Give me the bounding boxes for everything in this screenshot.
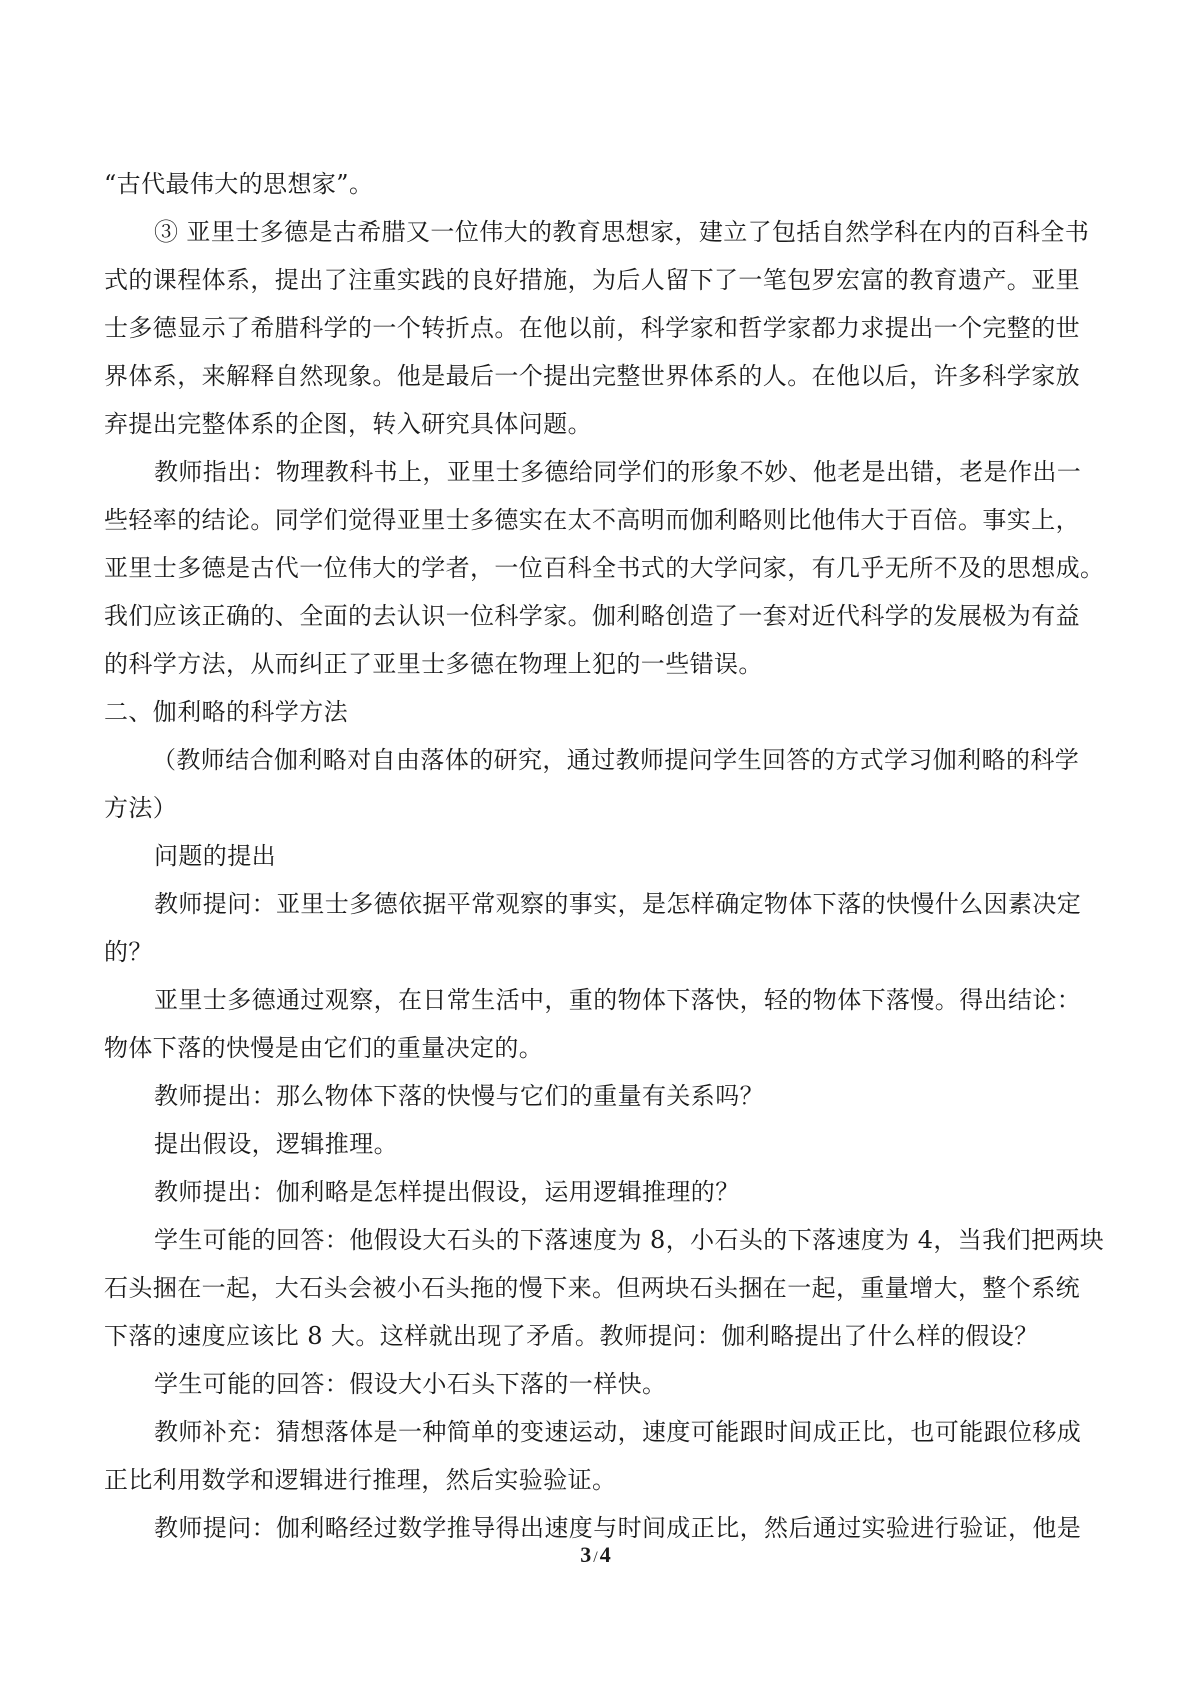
document-body bbox=[104, 170, 1105, 1562]
current-page-number: 3 bbox=[580, 1542, 592, 1567]
paragraph-line: 教师提问：伽利略经过数学推导得出速度与时间成正比，然后通过实验进行验证，他是 bbox=[154, 1514, 1082, 1542]
total-pages-number: 4 bbox=[599, 1542, 611, 1567]
page-number bbox=[0, 1542, 1191, 1568]
subheading: 问题的提出 bbox=[154, 842, 276, 870]
paragraph-line: “古代最伟大的思想家”。 bbox=[104, 170, 374, 198]
paragraph-line: 界体系，来解释自然现象。他是最后一个提出完整世界体系的人。在他以后，许多科学家放 bbox=[104, 362, 1080, 390]
paragraph-line: 式的课程体系，提出了注重实践的良好措施，为后人留下了一笔包罗宏富的教育遗产。亚里 bbox=[104, 266, 1080, 294]
section-heading: 二、伽利略的科学方法 bbox=[104, 698, 348, 726]
paragraph-line: 下落的速度应该比 8 大。这样就出现了矛盾。教师提问：伽利略提出了什么样的假设？ bbox=[104, 1322, 1039, 1350]
subheading: 提出假设，逻辑推理。 bbox=[154, 1130, 398, 1158]
paragraph-line: 石头捆在一起，大石头会被小石头拖的慢下来。但两块石头捆在一起，重量增大，整个系统 bbox=[104, 1274, 1080, 1302]
paragraph-line: 的？ bbox=[104, 938, 153, 966]
paragraph-line: 教师指出：物理教科书上，亚里士多德给同学们的形象不妙、他老是出错，老是作出一 bbox=[154, 458, 1082, 486]
paragraph-line: 教师补充：猜想落体是一种简单的变速运动，速度可能跟时间成正比，也可能跟位移成 bbox=[154, 1418, 1082, 1446]
paragraph-line: 物体下落的快慢是由它们的重量决定的。 bbox=[104, 1034, 544, 1062]
paragraph-line: 的科学方法，从而纠正了亚里士多德在物理上犯的一些错误。 bbox=[104, 650, 763, 678]
paragraph-line: 我们应该正确的、全面的去认识一位科学家。伽利略创造了一套对近代科学的发展极为有益 bbox=[104, 602, 1080, 630]
paragraph-line: 学生可能的回答：假设大小石头下落的一样快。 bbox=[154, 1370, 667, 1398]
paragraph-line: 些轻率的结论。同学们觉得亚里士多德实在太不高明而伽利略则比他伟大于百倍。事实上， bbox=[104, 506, 1080, 534]
paragraph-line: 正比利用数学和逻辑进行推理，然后实验验证。 bbox=[104, 1466, 617, 1494]
paragraph-line: 士多德显示了希腊科学的一个转折点。在他以前，科学家和哲学家都力求提出一个完整的世 bbox=[104, 314, 1080, 342]
paragraph-line: ③ 亚里士多德是古希腊又一位伟大的教育思想家，建立了包括自然学科在内的百科全书 bbox=[154, 218, 1090, 246]
paragraph-line: 方法） bbox=[104, 794, 178, 822]
paragraph-line: （教师结合伽利略对自由落体的研究，通过教师提问学生回答的方式学习伽利略的科学 bbox=[152, 746, 1080, 774]
paragraph-line: 弃提出完整体系的企图，转入研究具体问题。 bbox=[104, 410, 592, 438]
paragraph-line: 亚里士多德通过观察，在日常生活中，重的物体下落快，轻的物体下落慢。得出结论： bbox=[154, 986, 1082, 1014]
page-separator: / bbox=[593, 1549, 598, 1566]
paragraph-line: 学生可能的回答：他假设大石头的下落速度为 8，小石头的下落速度为 4，当我们把两块 bbox=[154, 1226, 1105, 1254]
paragraph-line: 亚里士多德是古代一位伟大的学者，一位百科全书式的大学问家，有几乎无所不及的思想成。 bbox=[104, 554, 1105, 582]
paragraph-line: 教师提问：亚里士多德依据平常观察的事实，是怎样确定物体下落的快慢什么因素决定 bbox=[154, 890, 1082, 918]
paragraph-line: 教师提出：伽利略是怎样提出假设，运用逻辑推理的？ bbox=[154, 1178, 740, 1206]
paragraph-line: 教师提出：那么物体下落的快慢与它们的重量有关系吗？ bbox=[154, 1082, 764, 1110]
